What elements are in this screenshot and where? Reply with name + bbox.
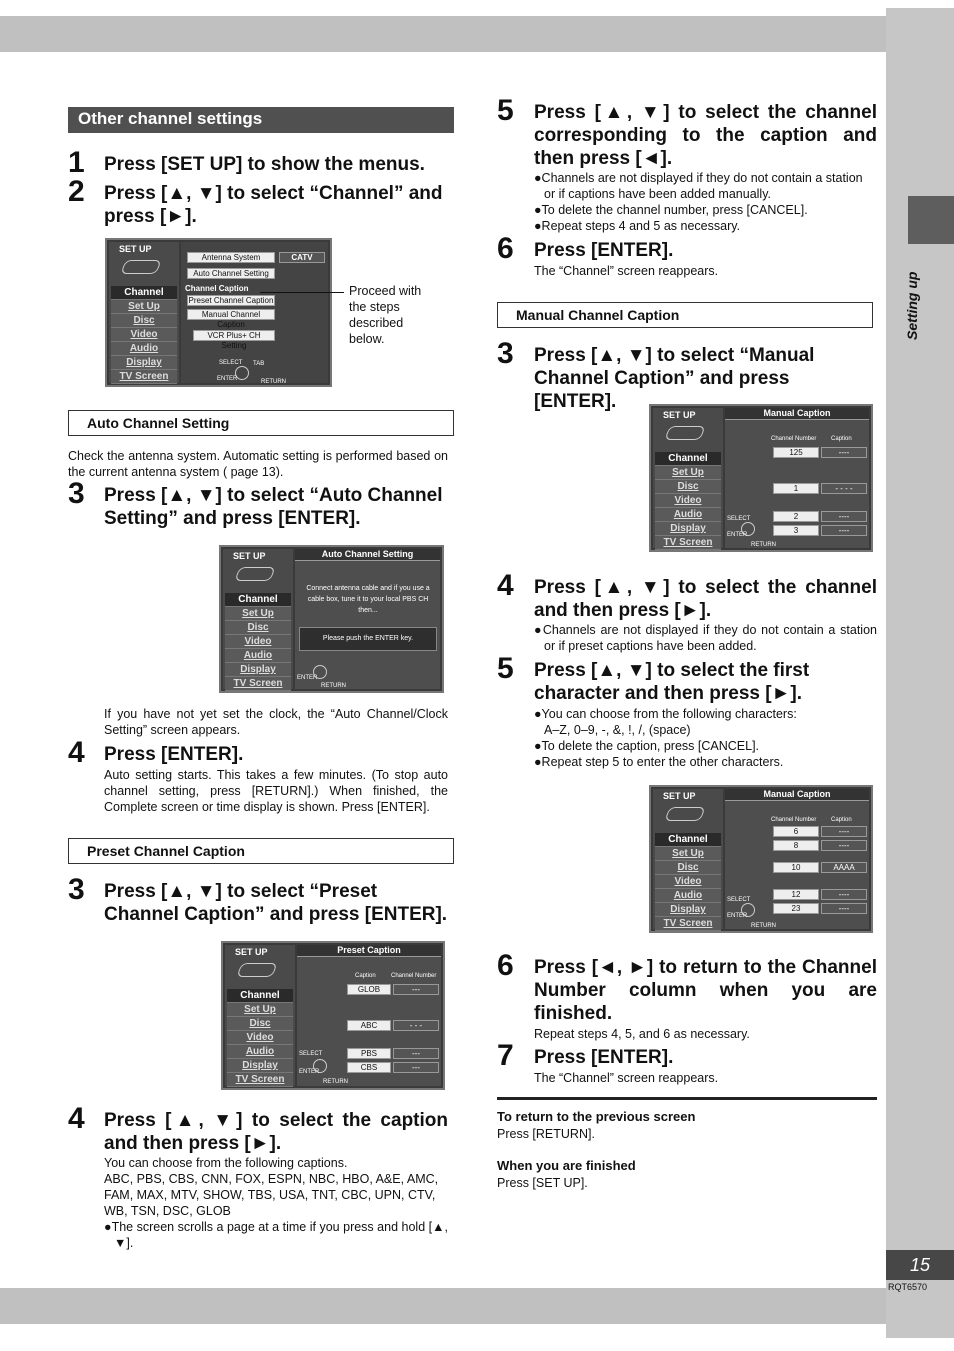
osd-title: Auto Channel Setting: [295, 549, 440, 561]
step-number: 4: [68, 736, 85, 769]
osd-menu: [653, 789, 723, 929]
osd-enter: ENTER: [297, 675, 318, 681]
step-text: Press [ENTER].: [534, 1047, 674, 1068]
step-text: Press [▲, ▼] to select “Manual Channel Caption” and press [ENTER].: [534, 345, 815, 412]
step-text: Press [▲, ▼] to select the channel and then press [►].: [534, 577, 877, 621]
osd-menu-item: Display: [227, 1059, 293, 1073]
osd-col-header: Caption: [831, 436, 852, 442]
osd-menu-item: TV Screen: [655, 917, 721, 931]
osd-menu-item: Video: [111, 328, 177, 342]
osd-menu-item: Disc: [655, 480, 721, 494]
osd-menu-item: Set Up: [227, 1003, 293, 1017]
osd-panel: [181, 242, 328, 383]
step-number: 6: [497, 232, 514, 265]
osd-menu-item: TV Screen: [111, 370, 177, 384]
osd-menu-item: Display: [111, 356, 177, 370]
step-text: Press [▲, ▼] to select the first character and then press [►].: [534, 660, 810, 704]
osd-menu-item: Audio: [655, 508, 721, 522]
osd-caption-cell: ----: [821, 889, 867, 900]
osd-channel-cell: 3: [773, 525, 819, 536]
auto-intro: Check the antenna system. Automatic setting is performed based on the current antenna system ( page 13).: [68, 449, 448, 479]
osd-title: Manual Caption: [725, 408, 869, 420]
osd-caption-cell: ----: [821, 511, 867, 522]
osd-auto-channel: [219, 545, 444, 693]
setup-logo-icon: [664, 426, 705, 440]
osd-menu-item: Display: [225, 663, 291, 677]
step-text: Press [▲, ▼] to select “Preset Channel Caption” and press [ENTER].: [104, 881, 448, 925]
setup-logo-icon: [664, 807, 705, 821]
osd-caption-cell: PBS: [347, 1048, 391, 1059]
step-body: Repeat steps 4, 5, and 6 as necessary.: [534, 1027, 750, 1041]
step-text: Press [ENTER].: [534, 240, 674, 261]
osd-menu: [223, 549, 293, 689]
osd-select: SELECT: [299, 1051, 323, 1057]
step-text: Press [◄, ►] to return to the Channel Number column when you are finished.: [534, 957, 877, 1024]
section-title: Other channel settings: [68, 107, 454, 133]
preset-caption-box: Preset Channel Caption: [68, 838, 454, 864]
osd-channel-cell: 2: [773, 511, 819, 522]
osd-channel-cell: ---: [393, 1048, 439, 1059]
step-number: 2: [68, 175, 85, 208]
osd-menu-item: Channel: [227, 989, 293, 1003]
osd-caption-cell: CBS: [347, 1062, 391, 1073]
osd-manual: Manual Channel Caption: [187, 309, 275, 320]
osd-caption-cell: GLOB: [347, 984, 391, 995]
osd-caption-cell: ABC: [347, 1020, 391, 1031]
step-text: Press [▲, ▼] to select “Auto Channel Setting” and press [ENTER].: [104, 485, 443, 529]
bullet: ●To delete the channel number, press [CANCEL].: [534, 203, 808, 217]
step-bullets: [534, 706, 877, 770]
osd-channel-cell: 8: [773, 840, 819, 851]
osd-return: RETURN: [323, 1079, 348, 1085]
osd-cc-label: Channel Caption: [185, 284, 249, 293]
osd-catv: CATV: [279, 252, 325, 263]
osd-channel-cell: - - -: [393, 1020, 439, 1031]
callout-line: [260, 292, 344, 293]
osd-menu-item: Video: [227, 1031, 293, 1045]
side-tab-label: Setting up: [904, 271, 920, 340]
osd-return: RETURN: [751, 923, 776, 929]
osd-setup-channel: [105, 238, 332, 387]
osd-menu-item: TV Screen: [227, 1073, 293, 1087]
osd-message: Connect antenna cable and if you use a cable box, tune it to your local PBS CH then...: [306, 585, 430, 614]
divider: [497, 1097, 877, 1100]
osd-menu-item: Disc: [655, 861, 721, 875]
osd-col-header: Caption: [355, 973, 376, 979]
osd-select: SELECT: [219, 360, 243, 366]
bullet: ●To delete the caption, press [CANCEL].: [534, 739, 760, 753]
osd-panel: [725, 789, 869, 929]
step-text: Press [▲, ▼] to select the channel corresponding to the caption and then press [◄].: [534, 102, 877, 169]
osd-menu-item: Channel: [655, 452, 721, 466]
osd-select: SELECT: [727, 897, 751, 903]
osd-channel-cell: 10: [773, 862, 819, 873]
step-number: 6: [497, 949, 514, 982]
osd-enter: ENTER: [217, 376, 238, 382]
step-number: 1: [68, 146, 85, 179]
osd-menu-item: Disc: [111, 314, 177, 328]
bottom-band: [0, 1288, 886, 1324]
step-text: Press [SET UP] to show the menus.: [104, 154, 425, 175]
osd-menu-item: Channel: [655, 833, 721, 847]
osd-menu-item: Disc: [225, 621, 291, 635]
step-body: You can choose from the following captions.: [104, 1156, 348, 1170]
bullet: ●Repeat step 5 to enter the other characters.: [534, 755, 784, 769]
osd-col-header: Channel Number: [771, 817, 817, 823]
osd-preset-caption: [221, 941, 445, 1090]
osd-menu-item: Audio: [655, 889, 721, 903]
setup-logo-icon: [236, 963, 277, 977]
osd-col-header: Caption: [831, 817, 852, 823]
step-number: 5: [497, 94, 514, 127]
osd-col-header: Channel Number: [391, 973, 437, 979]
finish-heading: When you are finished: [497, 1158, 636, 1173]
osd-title: Manual Caption: [725, 789, 869, 801]
osd-menu-title: SET UP: [119, 244, 152, 254]
osd-channel-cell: 1: [773, 483, 819, 494]
osd-panel: [725, 408, 869, 548]
osd-menu-title: SET UP: [663, 410, 696, 420]
osd-menu-item: Set Up: [111, 300, 177, 314]
osd-col-header: Channel Number: [771, 436, 817, 442]
osd-tab: TAB: [253, 361, 265, 367]
osd-menu-item: Audio: [225, 649, 291, 663]
step-text: Press [▲, ▼] to select the caption and then press [►].: [104, 1110, 448, 1154]
osd-menu-item: Set Up: [225, 607, 291, 621]
osd-menu-item: Disc: [227, 1017, 293, 1031]
step-body: Auto setting starts. This takes a few minutes. (To stop auto channel setting, press [RETURN].) When finished, the Complete screen or time display is shown. Press [ENTER].: [104, 768, 448, 814]
osd-menu-item: Display: [655, 522, 721, 536]
step-number: 3: [68, 873, 85, 906]
osd-return: RETURN: [751, 542, 776, 548]
osd-manual-caption-1: [649, 404, 873, 552]
proceed-note: Proceed with the steps described below.: [349, 284, 422, 346]
osd-return: RETURN: [321, 683, 346, 689]
return-body: Press [RETURN].: [497, 1127, 595, 1141]
osd-menu-item: Channel: [111, 286, 177, 300]
doc-code: RQT6570: [888, 1282, 928, 1292]
osd-menu-title: SET UP: [235, 947, 268, 957]
osd-caption-cell: ----: [821, 447, 867, 458]
osd-channel-cell: 12: [773, 889, 819, 900]
osd-menu: [653, 408, 723, 548]
osd-menu-title: SET UP: [233, 551, 266, 561]
osd-menu-item: Audio: [227, 1045, 293, 1059]
osd-preset: Preset Channel Caption: [188, 296, 274, 305]
osd-caption-cell: ----: [821, 903, 867, 914]
osd-channel-cell: 23: [773, 903, 819, 914]
osd-channel-cell: 125: [773, 447, 819, 458]
osd-caption-cell: - - - -: [821, 483, 867, 494]
clock-note: If you have not yet set the clock, the “Auto Channel/Clock Setting” screen appears.: [104, 707, 448, 737]
setup-logo-icon: [234, 567, 275, 581]
osd-antenna: Antenna System: [187, 252, 275, 263]
osd-panel: [295, 549, 440, 689]
step-text: Press [ENTER].: [104, 744, 244, 765]
step-number: 4: [68, 1102, 85, 1135]
osd-menu-item: Set Up: [655, 847, 721, 861]
osd-channel-cell: ---: [393, 1062, 439, 1073]
finish-body: Press [SET UP].: [497, 1176, 588, 1190]
step-number: 3: [68, 477, 85, 510]
dpad-icon: [313, 665, 327, 679]
osd-select: SELECT: [727, 516, 751, 522]
bullet: ●The screen scrolls a page at a time if you press and hold [▲, ▼].: [104, 1220, 448, 1250]
osd-push: Please push the ENTER key.: [299, 627, 437, 651]
top-band: [0, 16, 886, 52]
osd-enter: ENTER: [299, 1069, 320, 1075]
osd-menu-item: Video: [655, 875, 721, 889]
osd-channel-cell: 6: [773, 826, 819, 837]
osd-return: RETURN: [261, 379, 286, 385]
step-body: The “Channel” screen reappears.: [534, 264, 719, 278]
step-number: 5: [497, 652, 514, 685]
bullet: ●Channels are not displayed if they do not contain a station or if captions have been added manually.: [534, 171, 863, 201]
osd-caption-cell: ----: [821, 525, 867, 536]
setup-logo-icon: [120, 260, 161, 274]
osd-menu-item: Channel: [225, 593, 291, 607]
osd-caption-cell: AAAA: [821, 862, 867, 873]
osd-panel: [297, 945, 441, 1086]
osd-menu-item: TV Screen: [225, 677, 291, 691]
osd-menu-title: SET UP: [663, 791, 696, 801]
osd-menu-item: Audio: [111, 342, 177, 356]
step-number: 7: [497, 1039, 514, 1072]
osd-menu-item: TV Screen: [655, 536, 721, 550]
osd-enter: ENTER: [727, 532, 748, 538]
return-heading: To return to the previous screen: [497, 1109, 696, 1124]
step-number: 4: [497, 569, 514, 602]
section-tab: [908, 196, 954, 244]
step-text: Press [▲, ▼] to select “Channel” and press [►].: [104, 183, 443, 227]
osd-menu: [225, 945, 295, 1086]
bullet: ●You can choose from the following characters:: [534, 707, 797, 721]
caption-list: ABC, PBS, CBS, CNN, FOX, ESPN, NBC, HBO, A&E, AMC, FAM, MAX, MTV, SHOW, TBS, USA, TNT, CBC, UPN, CTV, WB, TSN, DSC, GLOB: [104, 1172, 439, 1218]
bullet: ●Channels are not displayed if they do not contain a station or if preset captions have been added.: [534, 623, 877, 653]
auto-channel-box: Auto Channel Setting: [68, 410, 454, 436]
osd-vcr: VCR Plus+ CH Setting: [193, 330, 275, 341]
osd-title: Preset Caption: [297, 945, 441, 957]
osd-manual-caption-2: [649, 785, 873, 933]
step-bullets: [534, 170, 877, 234]
osd-caption-cell: ----: [821, 840, 867, 851]
osd-menu-item: Display: [655, 903, 721, 917]
osd-caption-cell: ----: [821, 826, 867, 837]
manual-caption-box: Manual Channel Caption: [497, 302, 873, 328]
step-number: 3: [497, 337, 514, 370]
osd-menu: [109, 242, 179, 383]
bullet: ●Repeat steps 4 and 5 as necessary.: [534, 219, 741, 233]
osd-enter: ENTER: [727, 913, 748, 919]
osd-menu-item: Video: [655, 494, 721, 508]
osd-auto: Auto Channel Setting: [187, 268, 275, 279]
osd-menu-item: Video: [225, 635, 291, 649]
page-number: 15: [886, 1250, 954, 1280]
step-body: The “Channel” screen reappears.: [534, 1071, 719, 1085]
osd-menu-item: Set Up: [655, 466, 721, 480]
char-list: A–Z, 0–9, -, &, !, /, (space): [544, 723, 691, 737]
osd-channel-cell: ---: [393, 984, 439, 995]
